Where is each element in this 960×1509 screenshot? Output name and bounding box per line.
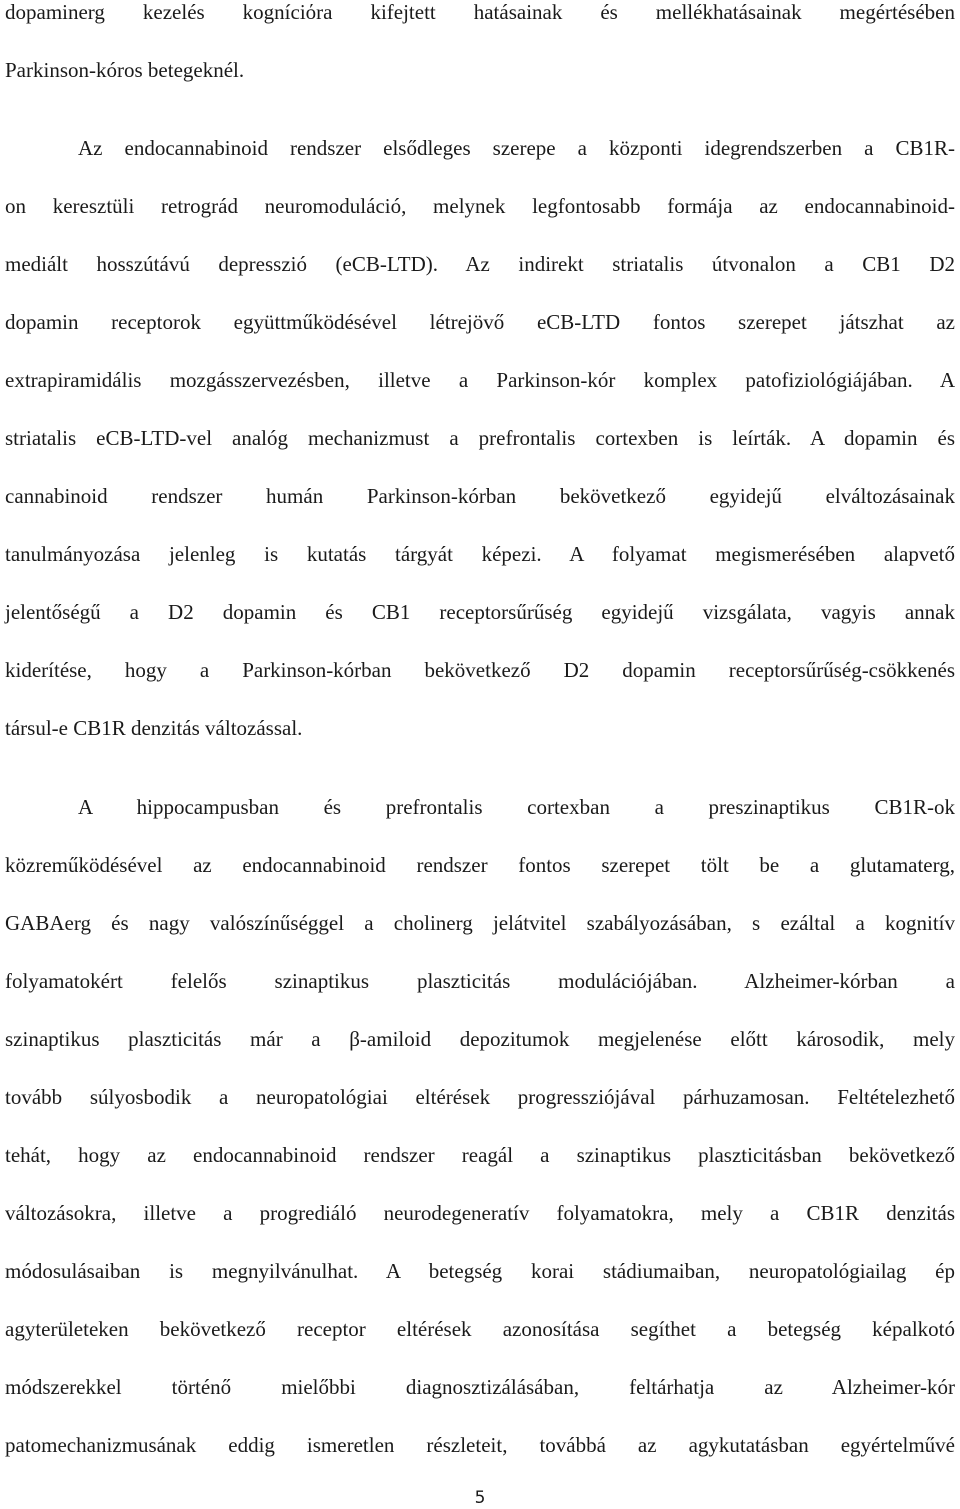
text-line: kiderítése, hogy a Parkinson-kórban bekövetkező D2 dopamin receptorsűrűség-csökkenés <box>5 658 955 682</box>
text-line: extrapiramidális mozgásszervezésben, illetve a Parkinson-kór komplex patofiziológiájában. A <box>5 368 955 392</box>
page-number: 5 <box>474 1488 486 1508</box>
text-line: agyterületeken bekövetkező receptor eltérések azonosítása segíthet a betegség képalkotó <box>5 1317 955 1341</box>
text-line: dopaminerg kezelés kogníciόra kifejtett hatásainak és mellékhatásainak megértésében <box>5 0 955 24</box>
text-line: jelentőségű a D2 dopamin és CB1 receptorsűrűség egyidejű vizsgálata, vagyis annak <box>5 600 955 624</box>
paragraph-start-line: Az endocannabinoid rendszer elsődleges szerepe a központi idegrendszerben a CB1R- <box>78 136 955 160</box>
text-line: folyamatokért felelős szinaptikus plaszticitás modulációjában. Alzheimer-kórban a <box>5 969 955 993</box>
text-line: on keresztüli retrográd neuromoduláció, melynek legfontosabb formája az endocannabinoid- <box>5 194 955 218</box>
text-line: közreműködésével az endocannabinoid rendszer fontos szerepet tölt be a glutamaterg, <box>5 853 955 877</box>
text-line: patomechanizmusának eddig ismeretlen részleteit, továbbá az agykutatásban egyértelművé <box>5 1433 955 1457</box>
text-line: módosulásaiban is megnyilvánulhat. A betegség korai stádiumaiban, neuropatológiailag ép <box>5 1259 955 1283</box>
paragraph-start-line: A hippocampusban és prefrontalis cortexban a preszinaptikus CB1R-ok <box>78 795 955 819</box>
text-line: tehát, hogy az endocannabinoid rendszer reagál a szinaptikus plaszticitásban bekövetkező <box>5 1143 955 1167</box>
text-line: társul-e CB1R denzitás változással. <box>5 716 303 740</box>
text-line: cannabinoid rendszer humán Parkinson-kórban bekövetkező egyidejű elváltozásainak <box>5 484 955 508</box>
text-line: változásokra, illetve a progrediáló neurodegeneratív folyamatokra, mely a CB1R denzitás <box>5 1201 955 1225</box>
text-line: tovább súlyosbodik a neuropatológiai eltérések progressziójával párhuzamosan. Feltételezhető <box>5 1085 955 1109</box>
text-line: striatalis eCB-LTD-vel analóg mechanizmust a prefrontalis cortexben is leírták. A dopamin és <box>5 426 955 450</box>
text-line: tanulmányozása jelenleg is kutatás tárgyát képezi. A folyamat megismerésében alapvető <box>5 542 955 566</box>
text-line: Parkinson-kóros betegeknél. <box>5 58 245 82</box>
text-line: módszerekkel történő mielőbbi diagnosztizálásában, feltárhatja az Alzheimer-kór <box>5 1375 955 1399</box>
text-line: dopamin receptorok együttműködésével létrejövő eCB-LTD fontos szerepet játszhat az <box>5 310 955 334</box>
text-line: GABAerg és nagy valószínűséggel a cholinerg jelátvitel szabályozásában, s ezáltal a kognitív <box>5 911 955 935</box>
text-line: szinaptikus plaszticitás már a β-amiloid depozitumok megjelenése előtt károsodik, mely <box>5 1027 955 1051</box>
text-line: mediált hosszútávú depresszió (eCB-LTD). Az indirekt striatalis útvonalon a CB1 D2 <box>5 252 955 276</box>
